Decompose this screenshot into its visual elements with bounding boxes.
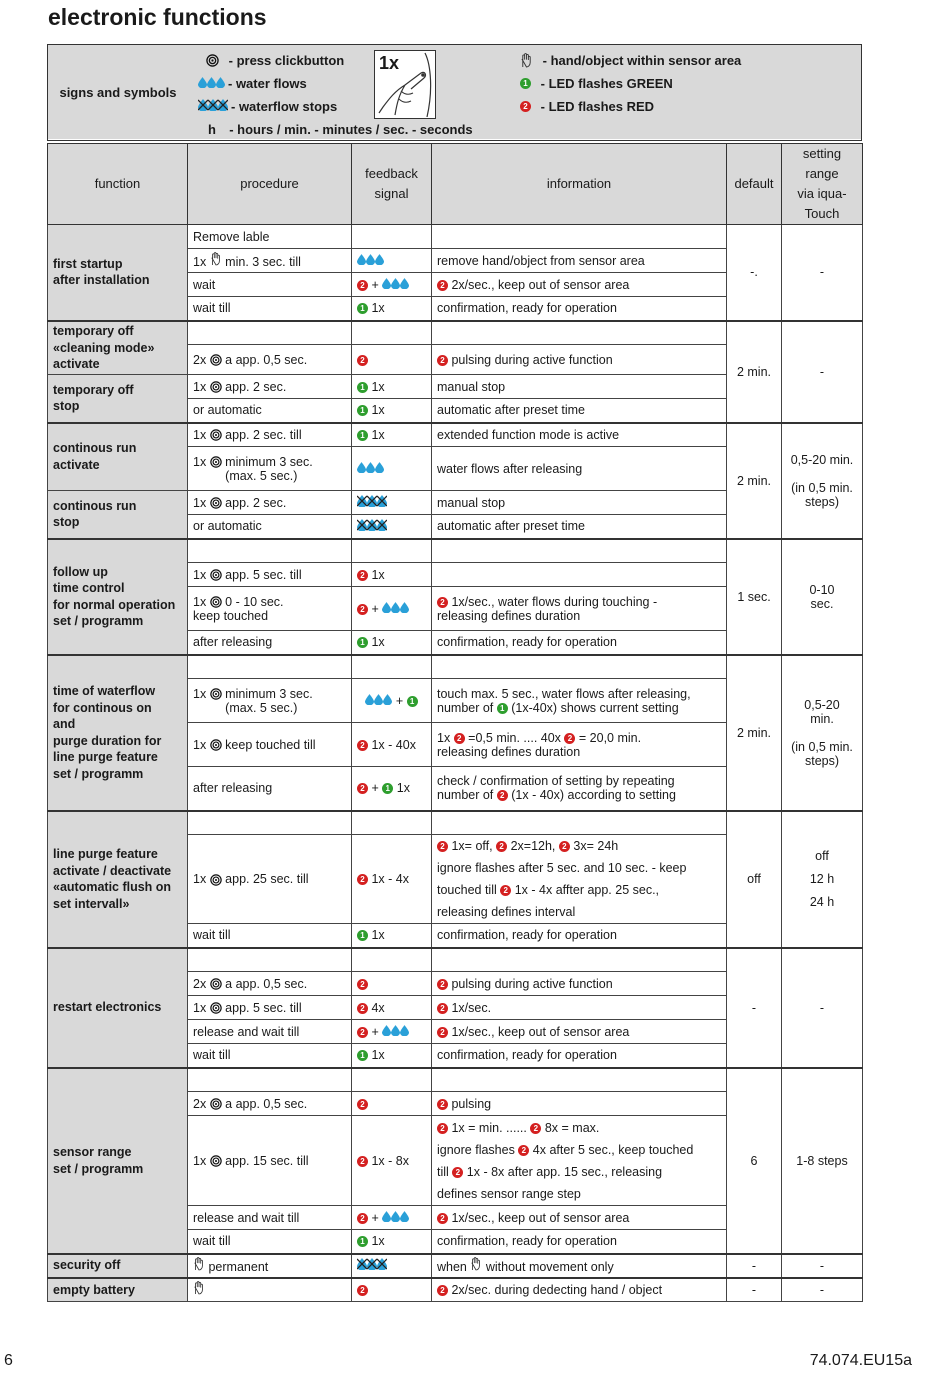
- led-red-icon: 2: [357, 1027, 368, 1038]
- header-information: information: [432, 144, 727, 225]
- table-row: temporary off stop 1x app. 2 sec. 1 1x manual stop: [48, 375, 863, 399]
- led-red-icon: 2: [437, 280, 448, 291]
- legend-water-stops: - waterflow stops: [198, 99, 337, 114]
- legend-water-flows: - water flows: [198, 76, 307, 91]
- table-row: after releasing 2 + 1 1x check / confirmation of setting by repeating number of 2 (1x - 40x) according to setting: [48, 767, 863, 811]
- led-red-icon: 2: [437, 841, 448, 852]
- table-row: 2x a app. 0,5 sec. 2 2 pulsing during active function: [48, 972, 863, 996]
- function-temporary-off-activate: temporary off «cleaning mode» activate: [48, 321, 188, 375]
- function-security-off: security off: [48, 1254, 188, 1278]
- led-red-icon: 2: [518, 1145, 529, 1156]
- led-red-icon: 2: [357, 604, 368, 615]
- water-drops-icon: [382, 602, 409, 616]
- led-red-icon: 2: [437, 1213, 448, 1224]
- water-drops-icon: [382, 1211, 409, 1225]
- led-red-icon: 2: [437, 1099, 448, 1110]
- touch-illustration: 1x: [374, 50, 436, 119]
- table-row: 2x a app. 0,5 sec. 2 2 pulsing: [48, 1092, 863, 1116]
- page-number: 6: [4, 1352, 13, 1369]
- led-red-icon: 2: [437, 355, 448, 366]
- table-row: security off permanent when without movement only - -: [48, 1254, 863, 1278]
- press-button-icon: [210, 1002, 222, 1014]
- header-range: setting range via iqua- Touch: [782, 144, 863, 225]
- table-row: sensor range set / programm 6 1-8 steps: [48, 1068, 863, 1092]
- table-row: continous run activate 1x app. 2 sec. till 1 1x extended function mode is active 2 min. 0,5-20 min. (in 0,5 min. steps): [48, 423, 863, 447]
- symbols-legend: [47, 44, 862, 141]
- table-row: 1x app. 5 sec. till 2 4x 2 1x/sec.: [48, 996, 863, 1020]
- water-stop-icon: [357, 520, 387, 534]
- led-green-icon: 1: [357, 303, 368, 314]
- led-red-icon: 2: [357, 280, 368, 291]
- header-feedback: feedback signal: [352, 144, 432, 225]
- led-red-icon: 2: [357, 1099, 368, 1110]
- water-drops-icon: [357, 462, 384, 476]
- hand-icon: [470, 1257, 482, 1271]
- function-sensor-range: sensor range set / programm: [48, 1068, 188, 1254]
- led-red-icon: 2: [520, 101, 531, 112]
- function-time-of-waterflow: time of waterflow for continous on and purge duration for line purge feature set / programm: [48, 655, 188, 811]
- water-drops-icon: [357, 254, 384, 268]
- table-row: after releasing 1 1x confirmation, ready for operation: [48, 631, 863, 655]
- table-row: continous run stop 1x app. 2 sec. manual stop: [48, 491, 863, 515]
- led-red-icon: 2: [357, 874, 368, 885]
- legend-led-green: 1 - LED flashes GREEN: [520, 76, 673, 91]
- table-row: restart electronics - -: [48, 948, 863, 972]
- function-empty-battery: empty battery: [48, 1278, 188, 1302]
- led-green-icon: 1: [497, 703, 508, 714]
- led-red-icon: 2: [559, 841, 570, 852]
- led-red-icon: 2: [357, 740, 368, 751]
- press-button-icon: [210, 688, 222, 700]
- led-green-icon: 1: [357, 382, 368, 393]
- led-red-icon: 2: [357, 1213, 368, 1224]
- led-red-icon: 2: [497, 790, 508, 801]
- water-stop-icon: [357, 496, 387, 510]
- header-default: default: [727, 144, 782, 225]
- press-button-icon: [210, 1098, 222, 1110]
- led-red-icon: 2: [357, 1156, 368, 1167]
- water-drops-icon: [198, 76, 225, 91]
- water-drops-icon: [365, 694, 392, 708]
- led-red-icon: 2: [437, 1123, 448, 1134]
- press-button-icon: [210, 429, 222, 441]
- led-red-icon: 2: [452, 1167, 463, 1178]
- led-red-icon: 2: [437, 1285, 448, 1296]
- table-row: 1x app. 25 sec. till 2 1x - 4x 2 1x= off, 2 2x=12h, 2 3x= 24h ignore flashes after 5 sec. and 10 sec. - keep touched till 2 1x - 4x affter app. 25 sec., releasing defines interval: [48, 835, 863, 924]
- table-row: wait till 1 1x confirmation, ready for operation: [48, 924, 863, 948]
- led-green-icon: 1: [357, 930, 368, 941]
- water-drops-icon: [382, 1025, 409, 1039]
- function-line-purge: line purge feature activate / deactivate «automatic flush on set intervall»: [48, 811, 188, 948]
- press-button-icon: [210, 596, 222, 608]
- led-red-icon: 2: [437, 979, 448, 990]
- press-button-icon: [210, 354, 222, 366]
- table-row: empty battery 2 2 2x/sec. during dedecting hand / object - -: [48, 1278, 863, 1302]
- hand-icon: [193, 1281, 205, 1295]
- table-row: or automatic automatic after preset time: [48, 515, 863, 539]
- press-button-icon: [210, 874, 222, 886]
- led-green-icon: 1: [357, 1236, 368, 1247]
- led-red-icon: 2: [357, 783, 368, 794]
- table-row: 1x minimum 3 sec. (max. 5 sec.) water flows after releasing: [48, 447, 863, 491]
- table-row: release and wait till 2 + 2 1x/sec., keep out of sensor area: [48, 1020, 863, 1044]
- table-row: 1x min. 3 sec. till remove hand/object from sensor area: [48, 249, 863, 273]
- led-red-icon: 2: [357, 1003, 368, 1014]
- led-green-icon: 1: [357, 1050, 368, 1061]
- hand-touch-icon: [375, 51, 435, 117]
- table-row: 1x minimum 3 sec. (max. 5 sec.) + 1 touch max. 5 sec., water flows after releasing, number of 1 (1x-40x) shows current setting: [48, 679, 863, 723]
- table-header-row: [48, 144, 863, 225]
- led-red-icon: 2: [437, 597, 448, 608]
- function-first-startup: first startup after installation: [48, 225, 188, 321]
- function-restart: restart electronics: [48, 948, 188, 1068]
- header-procedure: procedure: [188, 144, 352, 225]
- press-button-icon: [210, 1155, 222, 1167]
- led-green-icon: 1: [407, 696, 418, 707]
- legend-hours: h - hours / min. - minutes / sec. - seconds: [208, 122, 473, 137]
- led-red-icon: 2: [500, 885, 511, 896]
- press-button-icon: [206, 54, 219, 67]
- table-row: 1x app. 5 sec. till 2 1x: [48, 563, 863, 587]
- press-button-icon: [210, 381, 222, 393]
- legend-led-red: 2 - LED flashes RED: [520, 99, 654, 114]
- hand-icon: [210, 252, 222, 266]
- legend-press: - press clickbutton: [206, 53, 344, 68]
- press-button-icon: [210, 497, 222, 509]
- water-drops-icon: [382, 278, 409, 292]
- table-row: release and wait till 2 + 2 1x/sec., keep out of sensor area: [48, 1206, 863, 1230]
- function-continous-run-activate: continous run activate: [48, 423, 188, 491]
- table-row: follow up time control for normal operation set / programm 1 sec. 0-10 sec.: [48, 539, 863, 563]
- table-row: time of waterflow for continous on and purge duration for line purge feature set / programm 2 min. 0,5-20 min. (in 0,5 min. steps): [48, 655, 863, 679]
- led-red-icon: 2: [530, 1123, 541, 1134]
- led-red-icon: 2: [437, 1003, 448, 1014]
- led-red-icon: 2: [454, 733, 465, 744]
- page-title: electronic functions: [48, 4, 267, 30]
- led-green-icon: 1: [520, 78, 531, 89]
- function-continous-run-stop: continous run stop: [48, 491, 188, 539]
- water-stop-icon: [198, 99, 228, 114]
- led-red-icon: 2: [437, 1027, 448, 1038]
- function-temporary-off-stop: temporary off stop: [48, 375, 188, 423]
- led-red-icon: 2: [357, 1285, 368, 1296]
- table-row: wait till 1 1x confirmation, ready for operation: [48, 1230, 863, 1254]
- table-row: first startup after installation Remove lable -. -: [48, 225, 863, 249]
- hand-icon: [520, 53, 533, 68]
- function-follow-up: follow up time control for normal operation set / programm: [48, 539, 188, 655]
- table-row: 1x keep touched till 2 1x - 40x 1x 2 =0,5 min. .... 40x 2 = 20,0 min. releasing defines duration: [48, 723, 863, 767]
- hand-icon: [193, 1257, 205, 1271]
- press-button-icon: [210, 739, 222, 751]
- led-red-icon: 2: [357, 570, 368, 581]
- led-red-icon: 2: [496, 841, 507, 852]
- press-button-icon: [210, 978, 222, 990]
- led-red-icon: 2: [564, 733, 575, 744]
- table-row: line purge feature activate / deactivate «automatic flush on set intervall» off off 12 h 24 h: [48, 811, 863, 835]
- water-stop-icon: [357, 1259, 387, 1273]
- led-green-icon: 1: [357, 405, 368, 416]
- table-row: wait till 1 1x confirmation, ready for operation: [48, 297, 863, 321]
- press-button-icon: [210, 456, 222, 468]
- press-button-icon: [210, 569, 222, 581]
- led-green-icon: 1: [382, 783, 393, 794]
- table-row: temporary off «cleaning mode» activate 2 min. -: [48, 321, 863, 345]
- table-row: wait till 1 1x confirmation, ready for operation: [48, 1044, 863, 1068]
- led-green-icon: 1: [357, 430, 368, 441]
- table-row: 2x a app. 0,5 sec. 2 2 pulsing during active function: [48, 345, 863, 375]
- legend-hand: - hand/object within sensor area: [520, 53, 741, 68]
- functions-table: [47, 143, 863, 1302]
- document-code: 74.074.EU15a: [809, 1352, 912, 1369]
- led-green-icon: 1: [357, 637, 368, 648]
- table-row: or automatic 1 1x automatic after preset time: [48, 399, 863, 423]
- table-row: 1x app. 15 sec. till 2 1x - 8x 2 1x = min. ...... 2 8x = max. ignore flashes 2 4x after 5 sec., keep touched till 2 1x - 8x after app. 15 sec., releasing defines sensor range step: [48, 1116, 863, 1206]
- led-red-icon: 2: [357, 979, 368, 990]
- symbols-label: signs and symbols: [48, 45, 189, 139]
- header-function: function: [48, 144, 188, 225]
- table-row: 1x 0 - 10 sec. keep touched 2 + 2 1x/sec., water flows during touching - releasing defines duration: [48, 587, 863, 631]
- led-red-icon: 2: [357, 355, 368, 366]
- table-row: wait 2 + 2 2x/sec., keep out of sensor area: [48, 273, 863, 297]
